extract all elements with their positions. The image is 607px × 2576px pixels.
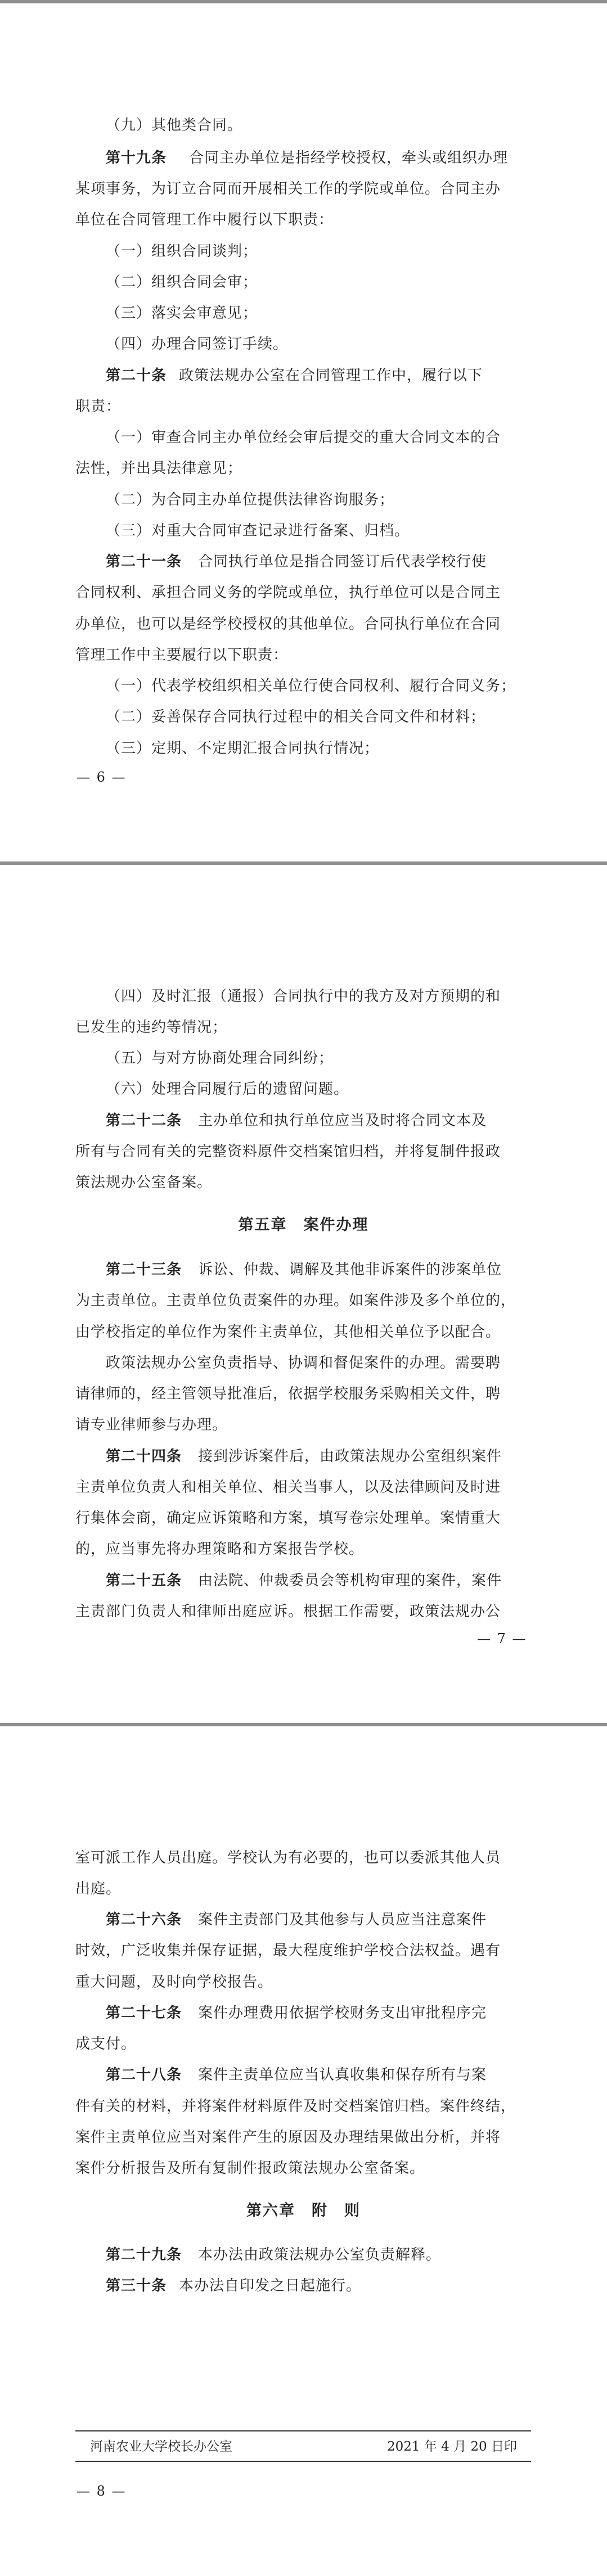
article-title: 第二十七条 [106,2005,182,2022]
text-line: 职责： [75,398,122,415]
text-line: 政策法规办公室负责指导、协调和督促案件的办理。需要聘 [106,1355,501,1372]
text-line: 策法规办公室备案。 [75,1174,213,1191]
footer-issuer: 河南农业大学校长办公室 [90,2439,232,2454]
text-line: （九）其他类合同。 [106,117,243,134]
text-line: 诉讼、仲裁、调解及其他非诉案件的涉案单位 [198,1261,502,1278]
text-line: 件有关的材料，并将案件材料原件及时交档案馆归档。案件终结， [75,2098,516,2115]
text-line: （二）妥善保存合同执行过程中的相关合同文件和材料； [106,709,486,725]
article-title: 第十九条 [106,150,167,166]
article-title: 第二十条 [106,367,167,384]
text-line: 请律师的，经主管领导批准后，依据学校服务采购相关文件，聘 [75,1386,501,1402]
chapter-title: 第五章 案件办理 [238,1216,369,1234]
text-line: （一）代表学校组织相关单位行使合同权利、履行合同义务； [106,678,516,694]
article-title: 第三十条 [106,2277,167,2294]
footer-rule-bottom [75,2461,531,2462]
text-line: 由法院、仲裁委员会等机构审理的案件，案件 [198,1572,502,1589]
text-line: 已发生的违约等情况； [75,1019,228,1036]
text-line: 本办法自印发之日起施行。 [179,2277,362,2294]
text-line: （一）审查合同主办单位经会审后提交的重大合同文本的合 [106,429,501,446]
text-line: 管理工作中主要履行以下职责： [75,647,289,664]
text-line: 时效，广泛收集并保存证据，最大程度维护学校合法权益。遇有 [75,1942,501,1959]
page-7 [0,865,607,1723]
article-title: 第二十一条 [106,553,182,570]
text-line: 室可派工作人员出庭。学校认为有必要的，也可以委派其他人员 [75,1849,501,1866]
text-line: 成支付。 [75,2036,137,2052]
text-line: 政策法规办公室在合同管理工作中，履行以下 [179,367,483,384]
article-title: 第二十四条 [106,1448,182,1465]
text-line: 合同主办单位是指经学校授权，牵头或组织办理 [189,150,509,166]
text-line: 案件主责单位应当认真收集和保存所有与案 [198,2067,487,2083]
text-line: （四）办理合同签订手续。 [106,336,289,353]
text-line: 请专业律师参与办理。 [75,1416,228,1433]
page-number: — 7 — [477,1631,527,1646]
text-line: （四）及时汇报（通报）合同执行中的我方及对方预期的和 [106,988,501,1005]
text-line: （三）落实会审意见； [106,305,258,322]
article-title: 第二十三条 [106,1261,182,1278]
page-number: — 8 — [77,2483,127,2499]
text-line: 案件办理费用依据学校财务支出审批程序完 [198,2005,487,2022]
text-line: 主责部门负责人和律师出庭应诉。根据工作需要，政策法规办公 [75,1603,501,1620]
article-title: 第二十六条 [106,1911,182,1928]
text-line: 主办单位和执行单位应当及时将合同文本及 [198,1112,487,1129]
text-line: 办单位，也可以是经学校授权的其他单位。合同执行单位在合同 [75,616,501,633]
text-line: 单位在合同管理工作中履行以下职责： [75,211,334,228]
text-line: （二）为合同主办单位提供法律咨询服务； [106,491,395,508]
article-title: 第二十八条 [106,2067,182,2083]
text-line: （一）组织合同谈判； [106,243,258,260]
text-line: 所有与合同有关的完整资料原件交档案馆归档，并将复制件报政 [75,1143,501,1160]
footer-date: 2021 年 4 月 20 日印 [387,2439,517,2454]
page-number: — 6 — [77,769,127,785]
text-line: 的，应当事先将办理策略和方案报告学校。 [75,1541,365,1558]
text-line: （六）处理合同履行后的遗留问题。 [106,1081,349,1098]
article-title: 第二十九条 [106,2246,182,2263]
text-line: 本办法由政策法规办公室负责解释。 [198,2246,442,2263]
text-line: 重大问题，及时向学校报告。 [75,1974,273,1991]
text-line: 案件主责部门及其他参与人员应当注意案件 [198,1911,487,1928]
text-line: 行集体会商，确定应诉策略和方案，填写卷宗处理单。案情重大 [75,1510,501,1527]
page-8 [0,1726,607,2576]
text-line: 合同执行单位是指合同签订后代表学校行使 [198,553,487,570]
chapter-title: 第六章 附 则 [246,2202,361,2219]
text-line: 由学校指定的单位作为案件主责单位，其他相关单位予以配合。 [75,1324,501,1341]
article-title: 第二十二条 [106,1112,182,1129]
text-line: 某项事务，为订立合同而开展相关工作的学院或单位。合同主办 [75,181,501,197]
text-line: （三）定期、不定期汇报合同执行情况； [106,740,380,757]
text-line: 案件分析报告及所有复制件报政策法规办公室备案。 [75,2160,425,2177]
text-line: 为主责单位。主责单位负责案件的办理。如案件涉及多个单位的， [75,1292,516,1309]
text-line: 接到涉诉案件后，由政策法规办公室组织案件 [198,1448,502,1465]
text-line: 合同权利、承担合同义务的学院或单位，执行单位可以是合同主 [75,584,501,601]
article-title: 第二十五条 [106,1572,182,1589]
text-line: 法性，并出具法律意见； [75,460,243,477]
text-line: （五）与对方协商处理合同纠纷； [106,1050,334,1067]
text-line: 案件主责单位应当对案件产生的原因及办理结果做出分析，并将 [75,2129,501,2146]
footer-rule-top [75,2430,531,2431]
page-6 [0,3,607,861]
text-line: 出庭。 [75,1880,122,1897]
text-line: 主责单位负责人和相关单位、相关当事人，以及法律顾问及时进 [75,1479,501,1496]
text-line: （二）组织合同会审； [106,274,258,291]
text-line: （三）对重大合同审查记录进行备案、归档。 [106,522,410,539]
